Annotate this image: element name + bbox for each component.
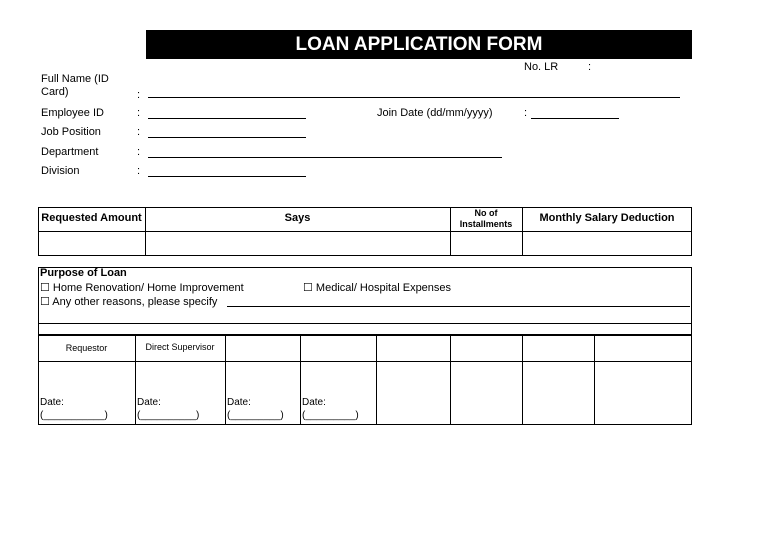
full-name-label-line2: Card)	[41, 86, 69, 98]
full-name-label-line1: Full Name (ID	[41, 73, 109, 85]
division-colon: :	[137, 165, 141, 177]
purpose-medical-checkbox[interactable]: ☐ Medical/ Hospital Expenses	[303, 282, 452, 294]
requested-amount-input-cell[interactable]	[39, 232, 145, 255]
employee-id-colon: :	[137, 107, 141, 119]
monthly-deduction-header: Monthly Salary Deduction	[539, 212, 675, 224]
requestor-date-label: Date:	[40, 397, 64, 408]
says-header: Says	[284, 212, 311, 224]
purpose-heading: Purpose of Loan	[40, 267, 127, 279]
job-position-colon: :	[137, 126, 141, 138]
form-title: LOAN APPLICATION FORM	[146, 30, 692, 59]
monthly-deduction-input-cell[interactable]	[523, 232, 691, 255]
no-lr-colon: :	[588, 61, 592, 73]
approvals-col-divider-2	[225, 335, 226, 425]
supervisor-date-label: Date:	[137, 397, 161, 408]
requestor-date-field[interactable]: (___________)	[40, 410, 108, 421]
approver4-date-label: Date:	[302, 397, 326, 408]
full-name-field[interactable]	[148, 97, 680, 98]
installments-input-cell[interactable]	[451, 232, 522, 255]
purpose-other-checkbox[interactable]: ☐ Any other reasons, please specify	[40, 296, 218, 308]
job-position-field[interactable]	[148, 137, 306, 138]
approver3-date-field[interactable]: (_________)	[227, 410, 284, 421]
full-name-colon: :	[137, 89, 141, 101]
join-date-label: Join Date (dd/mm/yyyy)	[377, 107, 493, 119]
job-position-label: Job Position	[41, 126, 101, 138]
division-field[interactable]	[148, 176, 306, 177]
approver3-date-label: Date:	[227, 397, 251, 408]
purpose-home-renovation-checkbox[interactable]: ☐ Home Renovation/ Home Improvement	[40, 282, 244, 294]
employee-id-field[interactable]	[148, 118, 306, 119]
approvals-col-divider-4	[376, 335, 377, 425]
requested-amount-header: Requested Amount	[41, 212, 142, 224]
division-label: Division	[41, 165, 80, 177]
department-field[interactable]	[148, 157, 502, 158]
purpose-box-divider	[38, 323, 692, 324]
requestor-header: Requestor	[65, 343, 108, 353]
direct-supervisor-header: Direct Supervisor	[145, 342, 215, 352]
department-colon: :	[137, 146, 141, 158]
purpose-other-specify-field[interactable]	[227, 306, 690, 307]
join-date-field[interactable]	[531, 118, 619, 119]
says-input-cell[interactable]	[146, 232, 450, 255]
approvals-col-divider-7	[594, 335, 595, 425]
approvals-col-divider-3	[300, 335, 301, 425]
approvals-col-divider-5	[450, 335, 451, 425]
employee-id-label: Employee ID	[41, 107, 104, 119]
department-label: Department	[41, 146, 99, 158]
supervisor-date-field[interactable]: (__________)	[137, 410, 200, 421]
approvals-col-divider-6	[522, 335, 523, 425]
installments-header-line1: No of	[474, 208, 498, 218]
approver4-date-field[interactable]: (_________)	[302, 410, 359, 421]
no-lr-label: No. LR	[524, 61, 559, 73]
join-date-colon: :	[524, 107, 528, 119]
installments-header-line2: Installments	[459, 219, 513, 229]
